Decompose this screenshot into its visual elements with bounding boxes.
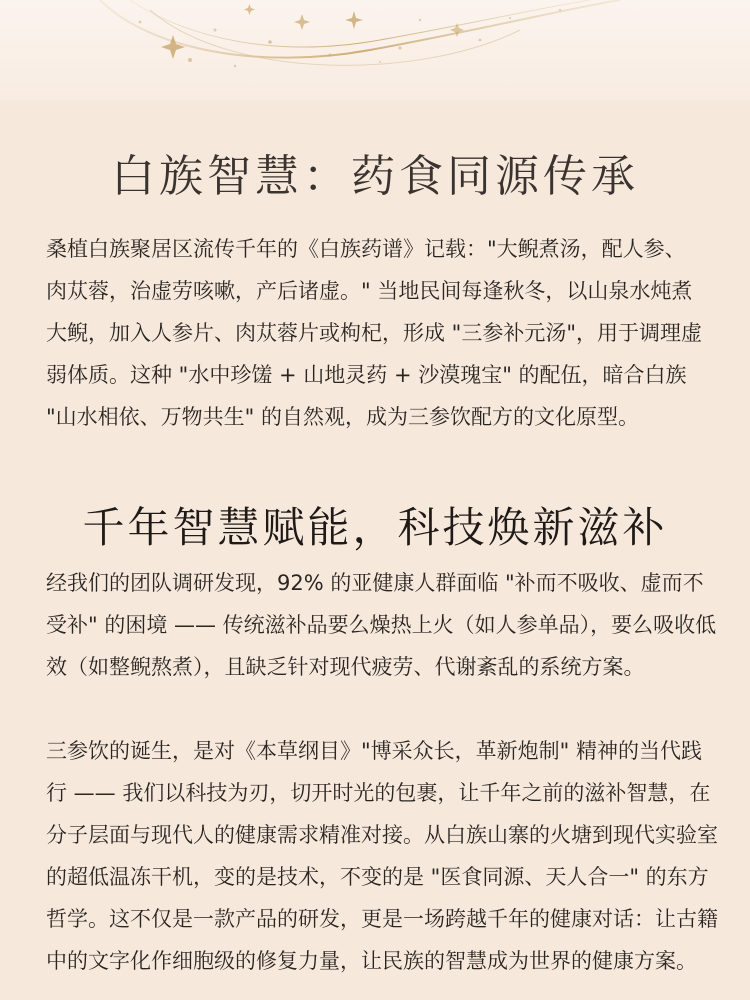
section1-body: 桑植白族聚居区流传千年的《白族药谱》记载："大鲵煮汤，配人参、肉苁蓉，治虚劳咳嗽，产后诸虚。" 当地民间每逢秋冬，以山泉水炖煮大鲵，加入人参片、肉苁蓉片或枸杞，形成 "三参补元汤"，用于调理虚弱体质。这种 "水中珍馐 + 山地灵药 + 沙漠瑰宝" 的配伍，暗合白族 "山水相依、万物共生" 的自然观，成为三参饮配方的文化原型。: [46, 237, 702, 429]
section2-body-1: 经我们的团队调研发现，92% 的亚健康人群面临 "补而不吸收、虚而不受补" 的困境 —— 传统滋补品要么燥热上火（如人参单品），要么吸收低效（如整鲵熬煮），且缺乏针对现代疲劳、代谢紊乱的系统方案。: [46, 571, 717, 679]
main-content: [0, 100, 750, 1000]
section2-body-2: 三参饮的诞生，是对《本草纲目》"博采众长，革新炮制" 精神的当代践行 —— 我们以科技为刃，切开时光的包裹，让千年之前的滋补智慧，在分子层面与现代人的健康需求精准对接。从白族山寨的火塘到现代实验室的超低温冻干机，变的是技术，不变的是 "医食同源、天人合一" 的东方哲学。这不仅是一款产品的研发，更是一场跨越千年的健康对话：让古籍中的文字化作细胞级的修复力量，让民族的智慧成为世界的健康方案。: [46, 739, 718, 973]
sparkle-swirl-icon: [0, 0, 750, 100]
section2-title: 千年智慧赋能，科技焕新滋补: [82, 503, 668, 552]
decorative-banner: [0, 0, 750, 100]
section1-title: 白族智慧：药食同源传承: [111, 151, 639, 202]
